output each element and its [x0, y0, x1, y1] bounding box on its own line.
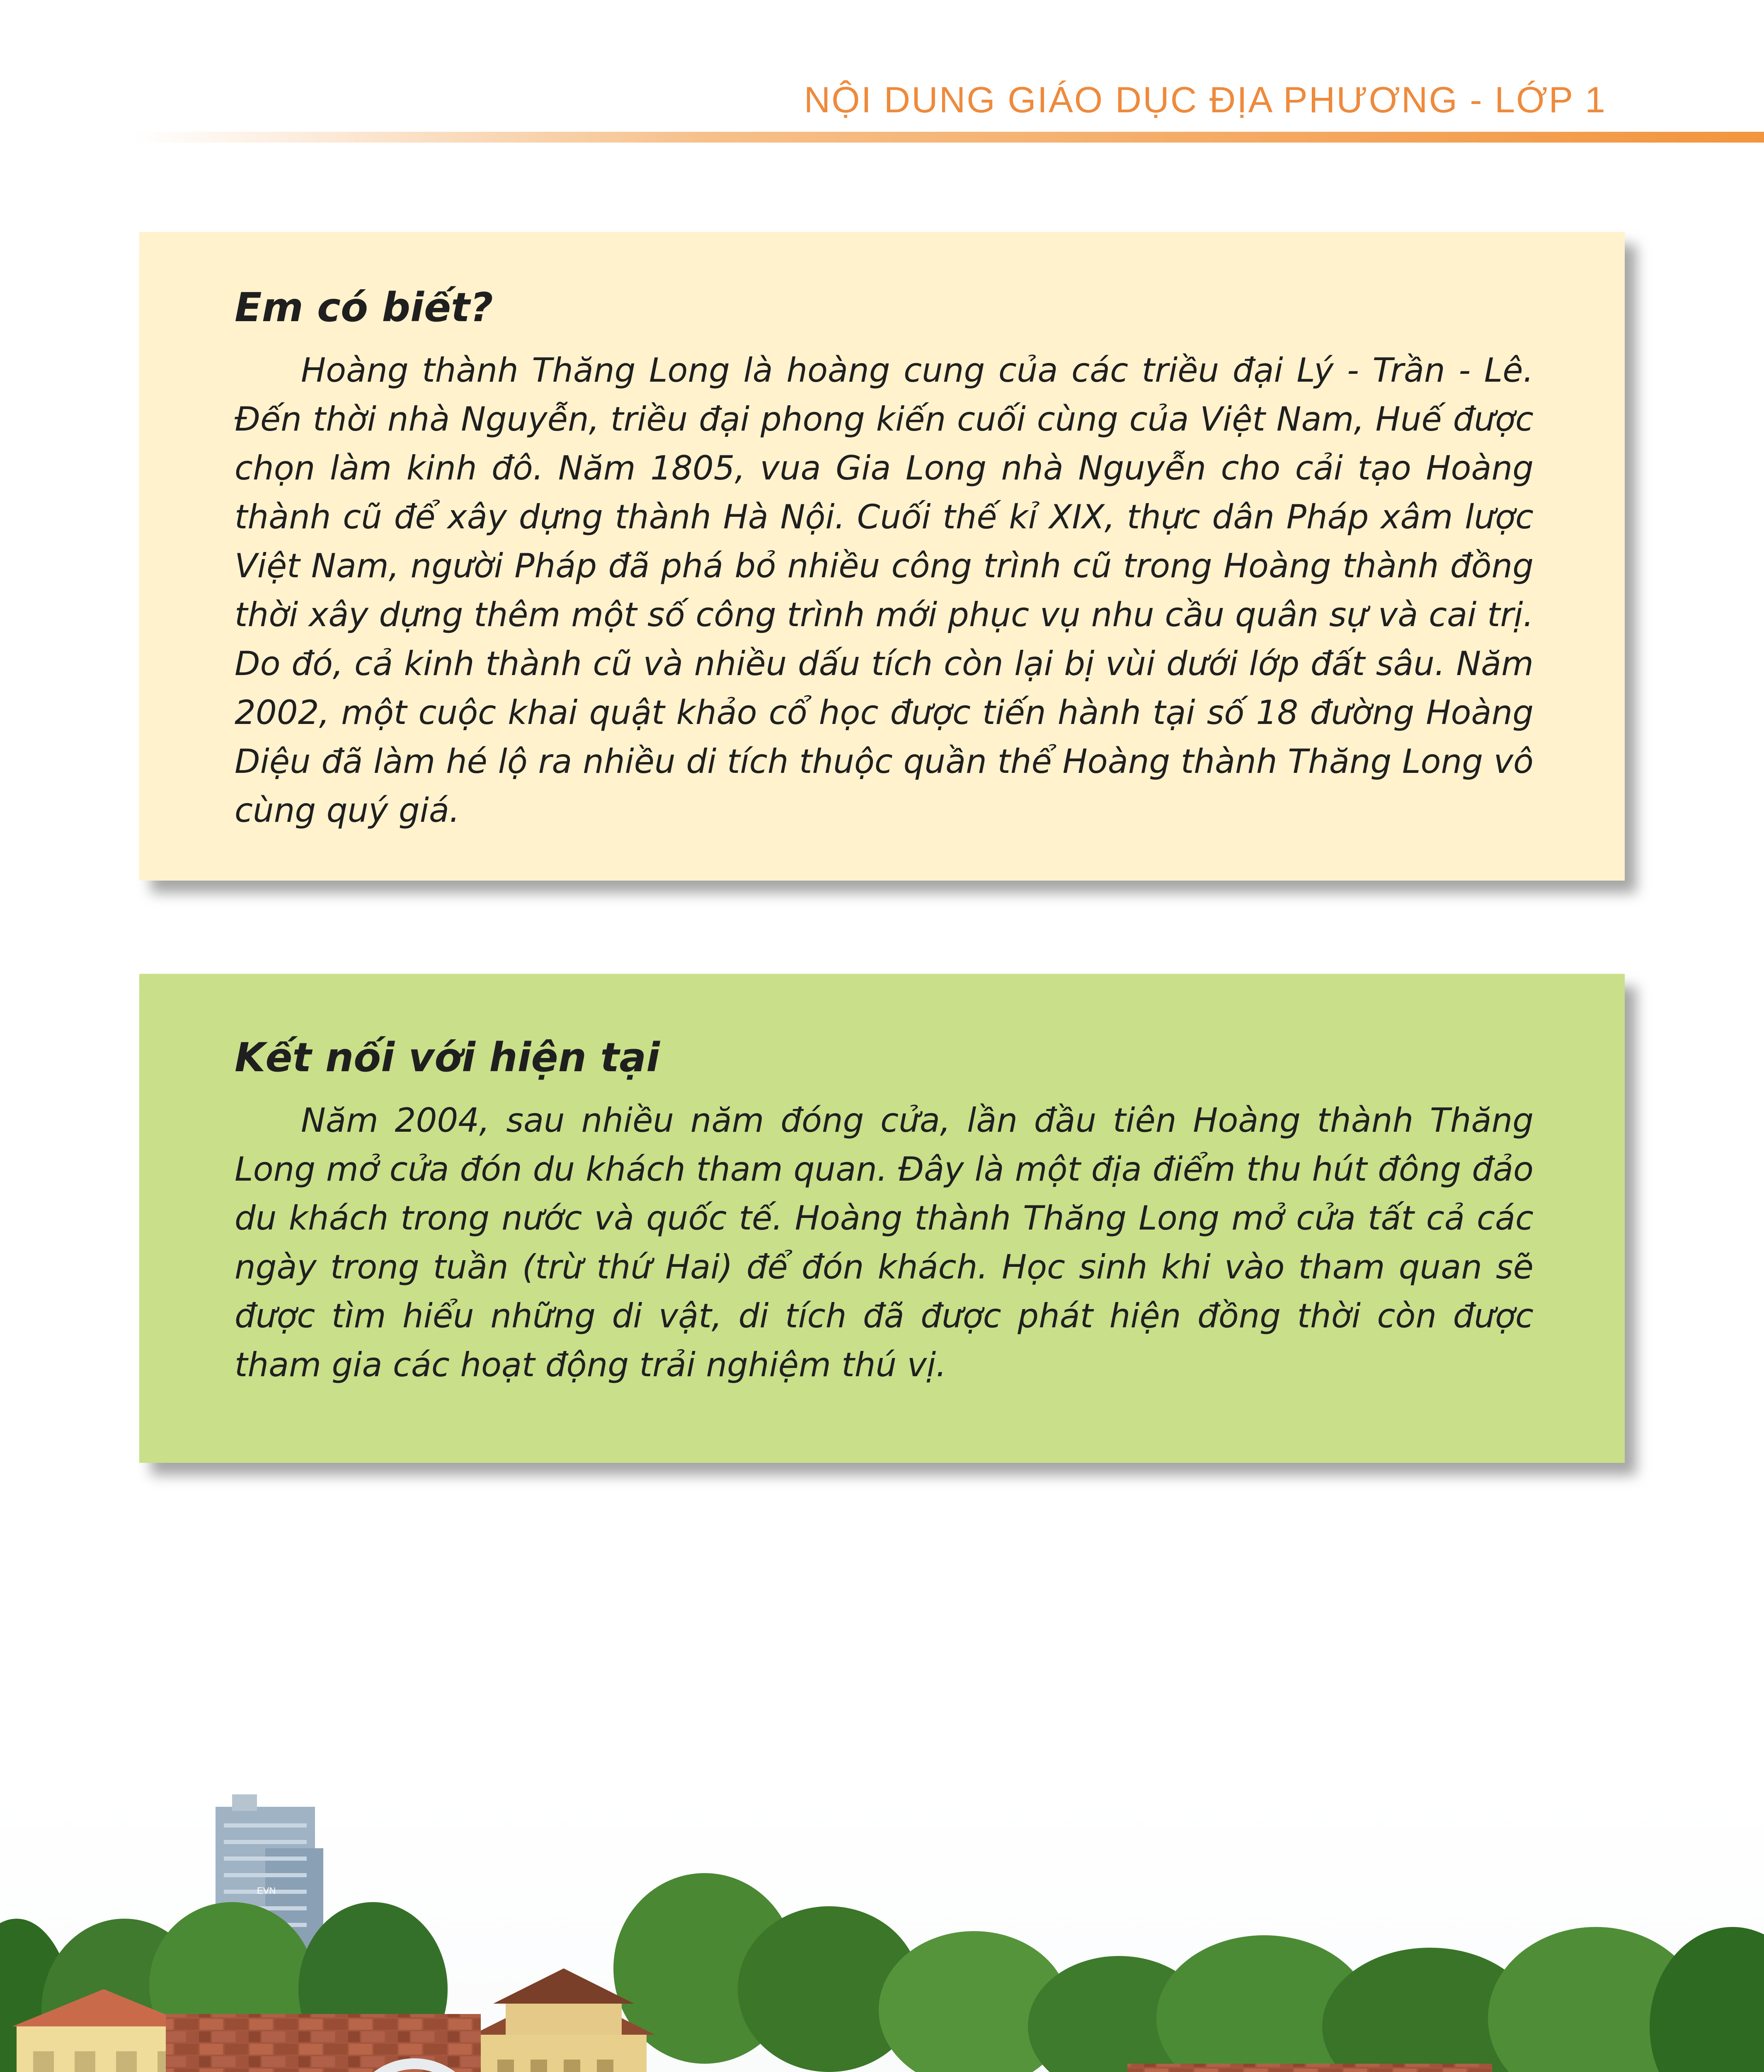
building-label: EVN	[257, 1886, 276, 1896]
connect-present-text: Năm 2004, sau nhiều năm đóng cửa, lần đầu tiên Hoàng thành Thăng Long mở cửa đón du khách tham quan. Đây là một địa điểm thu hút đông đảo du khách trong nước và quốc tế. Hoàng thành Thăng Long mở cửa tất cả các ngày trong tuần (trừ thứ Hai) để đón khách. Học sinh khi vào tham quan sẽ được tìm hiểu những di vật, di tích đã được phát hiện đồng thời còn được tham gia các hoạt động trải nghiệm thú vị.	[235, 1101, 1534, 1384]
citadel-photo	[0, 1794, 1764, 2072]
did-you-know-box	[139, 232, 1625, 881]
right-brick-wall	[1127, 2064, 1492, 2072]
header-rule	[133, 132, 1764, 143]
did-you-know-text: Hoàng thành Thăng Long là hoàng cung của các triều đại Lý - Trần - Lê. Đến thời nhà Nguyễn, triều đại phong kiến cuối cùng của Việt Nam, Huế được chọn làm kinh đô. Năm 1805, vua Gia Long nhà Nguyễn cho cải tạo Hoàng thành cũ để xây dựng thành Hà Nội. Cuối thế kỉ XIX, thực dân Pháp xâm lược Việt Nam, người Pháp đã phá bỏ nhiều công trình cũ trong Hoàng thành đồng thời xây dựng thêm một số công trình mới phục vụ nhu cầu quân sự và cai trị. Do đó, cả kinh thành cũ và nhiều dấu tích còn lại bị vùi dưới lớp đất sâu. Năm 2002, một cuộc khai quật khảo cổ học được tiến hành tại số 18 đường Hoàng Diệu đã làm hé lộ ra nhiều di tích thuộc quần thể Hoàng thành Thăng Long vô cùng quý giá.	[235, 351, 1534, 830]
connect-present-box	[139, 974, 1625, 1463]
did-you-know-title: Em có biết?	[235, 284, 493, 331]
running-header: NỘI DUNG GIÁO DỤC ĐỊA PHƯƠNG - LỚP 1	[804, 79, 1606, 120]
connect-present-title: Kết nối với hiện tại	[235, 1034, 660, 1081]
